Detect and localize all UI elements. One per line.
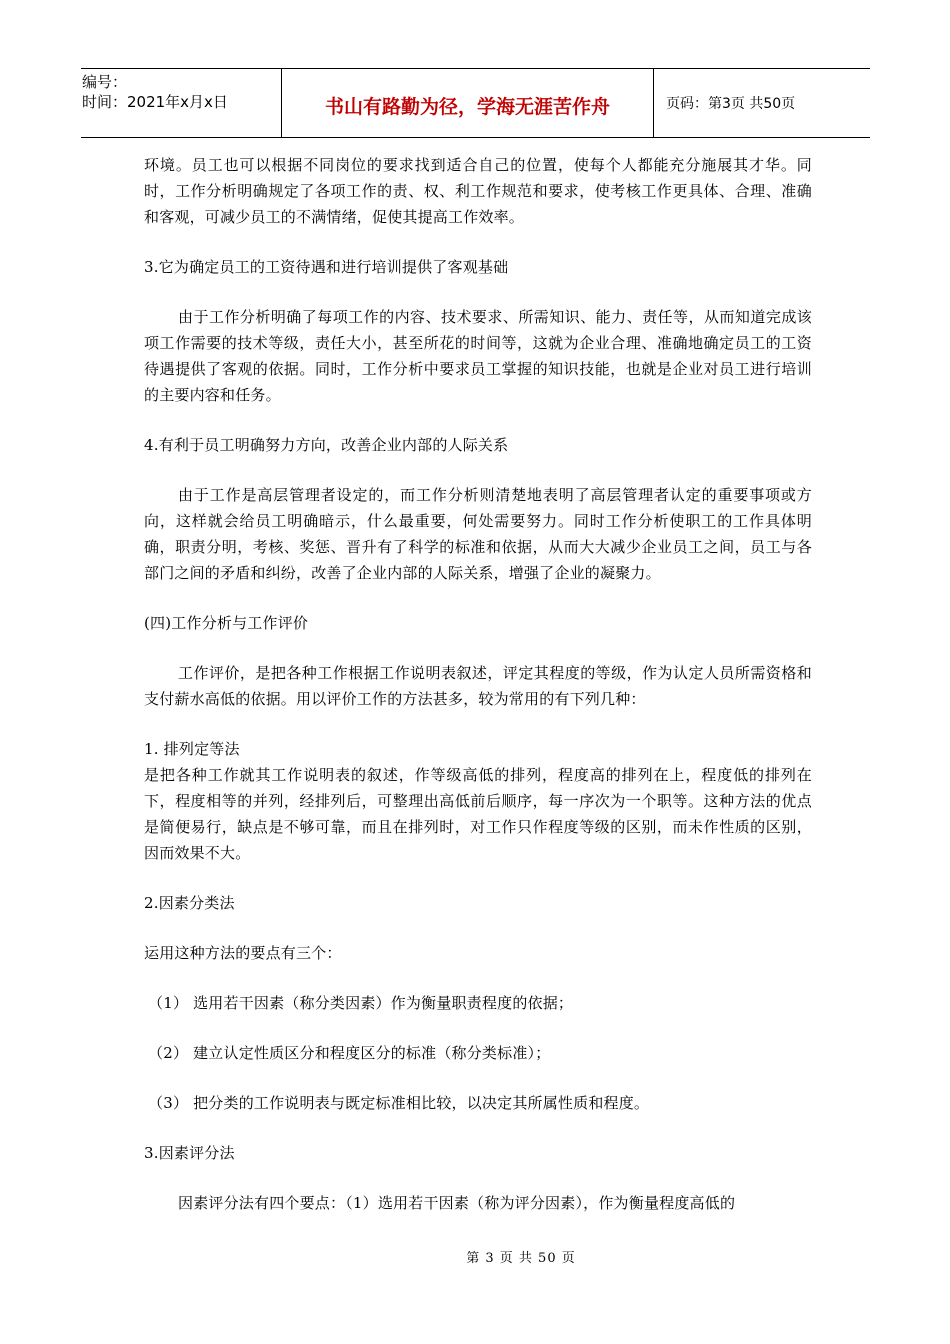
paragraph: 因素评分法有四个要点：（1）选用若干因素（称为评分因素），作为衡量程度高低的 (178, 1194, 736, 1212)
list-item: （3） 把分类的工作说明表与既定标准相比较，以决定其所属性质和程度。 (148, 1094, 650, 1112)
page-header (81, 68, 870, 138)
document-body (144, 152, 812, 1216)
section-heading: 1. 排列定等法 (144, 740, 240, 758)
paragraph: 由于工作是高层管理者设定的，而工作分析则清楚地表明了高层管理者认定的重要事项或方向，这样就会给员工明确暗示，什么最重要，何处需要努力。同时工作分析使职工的工作具体明确，职责分明，考核、奖惩、晋升有了科学的标准和依据，从而大大减少企业员工之间，员工与各部门之间的矛盾和纠纷，改善了企业内部的人际关系，增强了企业的凝聚力。 (144, 486, 812, 582)
paragraph: 工作评价，是把各种工作根据工作说明表叙述，评定其程度的等级，作为认定人员所需资格和支付薪水高低的依据。用以评价工作的方法甚多，较为常用的有下列几种： (144, 664, 812, 708)
number-label: 编号： (82, 73, 128, 91)
section-heading: 2.因素分类法 (144, 894, 235, 912)
paragraph: 环境。员工也可以根据不同岗位的要求找到适合自己的位置，使每个人都能充分施展其才华。同时，工作分析明确规定了各项工作的责、权、利工作规范和要求，使考核工作更具体、合理、准确和客观，可减少员工的不满情绪，促使其提高工作效率。 (144, 156, 812, 226)
section-heading: 4.有利于员工明确努力方向，改善企业内部的人际关系 (144, 436, 509, 454)
page-footer: 第 3 页 共 50 页 (466, 1251, 576, 1266)
section-heading: (四)工作分析与工作评价 (144, 614, 309, 632)
section-heading: 3.因素评分法 (144, 1144, 235, 1162)
paragraph: 由于工作分析明确了每项工作的内容、技术要求、所需知识、能力、责任等，从而知道完成该项工作需要的技术等级，责任大小，甚至所花的时间等，这就为企业合理、准确地确定员工的工资待遇提供了客观的依据。同时，工作分析中要求员工掌握的知识技能，也就是企业对员工进行培训的主要内容和任务。 (144, 308, 812, 404)
paragraph: 是把各种工作就其工作说明表的叙述，作等级高低的排列，程度高的排列在上，程度低的排列在下，程度相等的并列，经排列后，可整理出高低前后顺序，每一序次为一个职等。这种方法的优点是简便易行，缺点是不够可靠，而且在排列时，对工作只作程度等级的区别，而未作性质的区别，因而效果不大。 (144, 766, 812, 862)
section-heading: 3.它为确定员工的工资待遇和进行培训提供了客观基础 (144, 258, 509, 276)
header-meta (81, 69, 282, 137)
date-label: 时间：2021年x月x日 (82, 93, 228, 111)
paragraph: 运用这种方法的要点有三个： (144, 944, 342, 962)
list-item: （2） 建立认定性质区分和程度区分的标准（称分类标准）； (148, 1044, 551, 1062)
list-item: （1） 选用若干因素（称分类因素）作为衡量职责程度的依据； (148, 994, 574, 1012)
header-motto: 书山有路勤为径，学海无涯苦作舟 (282, 69, 654, 137)
header-page-label: 页码：第3页 共50页 (666, 96, 796, 112)
